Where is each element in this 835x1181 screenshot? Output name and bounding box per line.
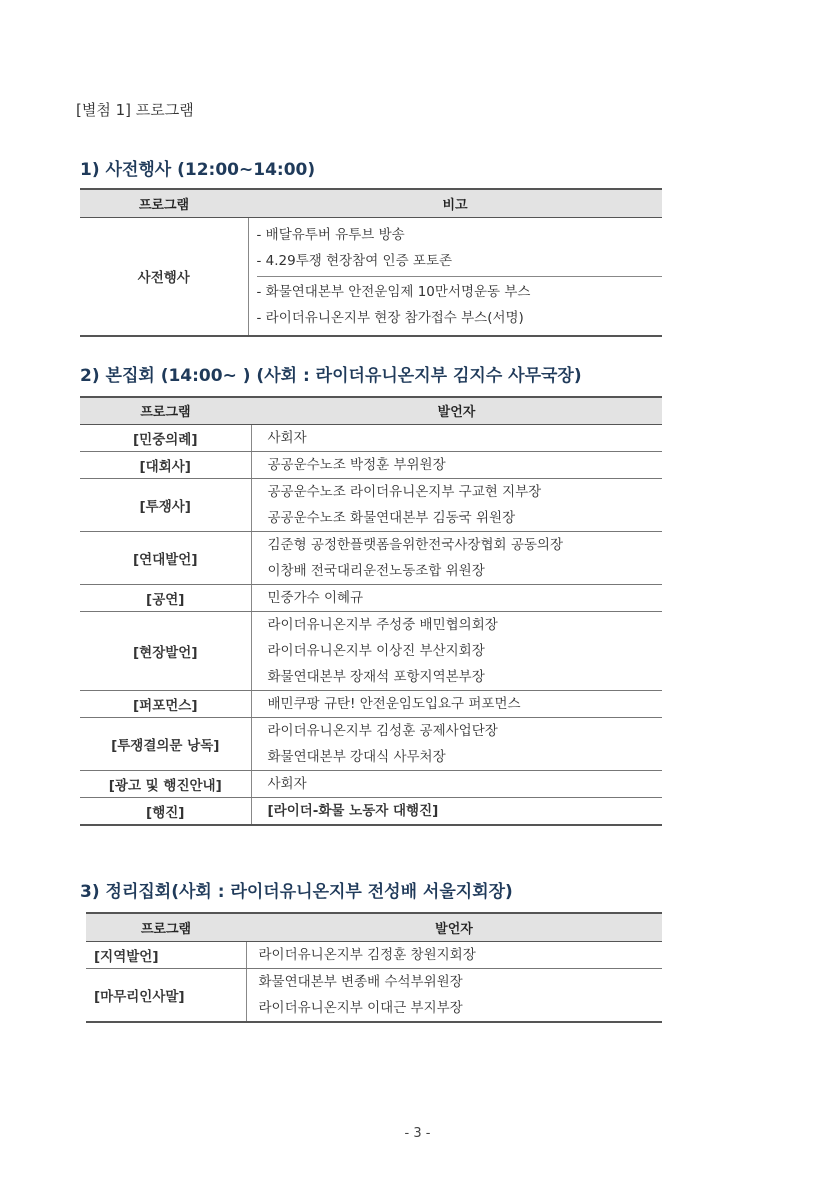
table-header-program: 프로그램 xyxy=(86,913,246,941)
table-header-program: 프로그램 xyxy=(80,397,251,424)
program-cell: [마무리인사말] xyxy=(86,968,246,1022)
speaker-line: [라이더-화물 노동자 대행진] xyxy=(267,802,439,819)
program-cell: [투쟁결의문 낭독] xyxy=(80,717,251,770)
remarks-cell xyxy=(248,217,662,336)
speaker-line: 라이더유니온지부 김정훈 창원지회장 xyxy=(258,946,476,963)
table-row xyxy=(80,717,662,770)
table-row xyxy=(80,478,662,531)
program-cell: [공연] xyxy=(80,584,251,611)
table-header-speaker: 발언자 xyxy=(251,397,662,424)
section2-table xyxy=(80,396,662,826)
program-cell: [지역발언] xyxy=(86,941,246,968)
section1-title: 1) 사전행사 (12:00~14:00) xyxy=(80,160,316,180)
table-row xyxy=(86,941,662,968)
program-cell: 사전행사 xyxy=(80,217,248,336)
speaker-line: 김준형 공정한플랫폼을위한전국사장협회 공동의장 xyxy=(267,536,563,553)
program-cell: [투쟁사] xyxy=(80,478,251,531)
program-cell: [현장발언] xyxy=(80,611,251,690)
speaker-line: 배민쿠팡 규탄! 안전운임도입요구 퍼포먼스 xyxy=(267,695,521,712)
speaker-line: 사회자 xyxy=(267,775,307,792)
section3-title: 3) 정리집회(사회 : 라이더유니온지부 전성배 서울지회장) xyxy=(80,882,513,902)
table-row xyxy=(80,424,662,451)
table-row xyxy=(80,584,662,611)
speaker-line: 라이더유니온지부 이상진 부산지회장 xyxy=(267,642,485,659)
speaker-line: 화물연대본부 변종배 수석부위원장 xyxy=(258,973,463,990)
remark-line: - 4.29투쟁 현장참여 인증 포토존 xyxy=(256,252,453,269)
speaker-line: 민중가수 이혜규 xyxy=(267,589,364,606)
speaker-line: 라이더유니온지부 주성중 배민협의회장 xyxy=(267,616,498,633)
table-row xyxy=(80,770,662,797)
table-header-program: 프로그램 xyxy=(80,189,248,217)
page-number: - 3 - xyxy=(404,1126,431,1141)
speaker-line: 사회자 xyxy=(267,429,307,446)
program-cell: [광고 및 행진안내] xyxy=(80,770,251,797)
table-row xyxy=(80,531,662,584)
section1-table xyxy=(80,188,662,337)
table-row xyxy=(80,797,662,825)
table-row xyxy=(86,968,662,1022)
speaker-line: 이창배 전국대리운전노동조합 위원장 xyxy=(267,562,485,579)
section3-table xyxy=(86,912,662,1023)
attachment-title: [별첨 1] 프로그램 xyxy=(76,101,194,119)
speaker-line: 화물연대본부 장재석 포항지역본부장 xyxy=(267,668,485,685)
table-header-remarks: 비고 xyxy=(248,189,662,217)
remark-line: - 화물연대본부 안전운임제 10만서명운동 부스 xyxy=(256,283,531,300)
table-row xyxy=(80,690,662,717)
table-row xyxy=(80,451,662,478)
program-cell: [행진] xyxy=(80,797,251,825)
speaker-line: 공공운수노조 박정훈 부위원장 xyxy=(267,456,446,473)
remark-line: - 라이더유니온지부 현장 참가접수 부스(서명) xyxy=(256,309,524,326)
speaker-line: 공공운수노조 화물연대본부 김동국 위원장 xyxy=(267,509,516,526)
remark-line: - 배달유투버 유투브 방송 xyxy=(256,226,405,243)
section2-title: 2) 본집회 (14:00~ ) (사회 : 라이더유니온지부 김지수 사무국장) xyxy=(80,366,582,386)
program-cell: [대회사] xyxy=(80,451,251,478)
speaker-line: 라이더유니온지부 김성훈 공제사업단장 xyxy=(267,722,498,739)
program-cell: [연대발언] xyxy=(80,531,251,584)
program-cell: [민중의례] xyxy=(80,424,251,451)
speaker-line: 공공운수노조 라이더유니온지부 구교현 지부장 xyxy=(267,483,542,500)
speaker-line: 라이더유니온지부 이대근 부지부장 xyxy=(258,999,463,1016)
program-cell: [퍼포먼스] xyxy=(80,690,251,717)
speaker-line: 화물연대본부 강대식 사무처장 xyxy=(267,748,446,765)
table-row xyxy=(80,611,662,690)
table-header-speaker: 발언자 xyxy=(246,913,662,941)
